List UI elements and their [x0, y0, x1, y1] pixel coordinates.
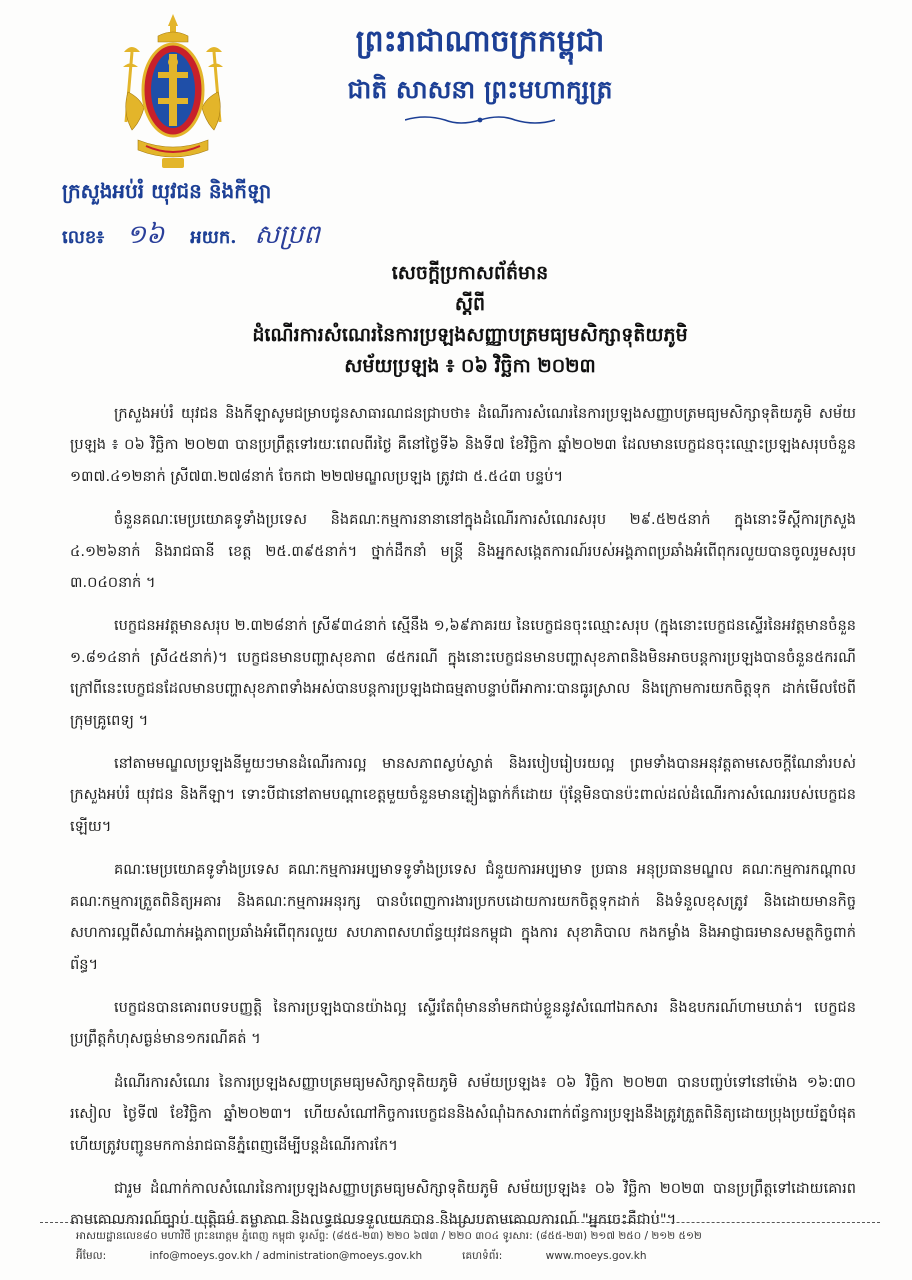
website-value: www.moeys.gov.kh [545, 1250, 647, 1262]
footer-contacts [76, 1246, 866, 1266]
ministry-name: ក្រសួងអប់រំ យុវជន និងកីឡា [62, 179, 272, 203]
footer-address: អាសយដ្ឋានលេខ៨០ មហាវិថី ព្រះនរោត្តម ភ្នំពេញ កម្ពុជា ទូរស័ព្ទ: (៨៥៥-២៣) ២២០ ៦៧៣ / ២២០ ៣០៤ ទូរសារ: (៨៥៥-២៣) ២១៧ ២៥០ / ២១២ ៥១២ [76, 1230, 702, 1242]
email-label: អ៊ីមែល: [76, 1250, 107, 1262]
announcement-body [70, 398, 856, 1248]
paragraph: ដំណើរការសំណេរ នៃការប្រឡងសញ្ញាបត្រមធ្យមសិក្សាទុតិយភូមិ សម័យប្រឡង៖ ០៦ វិច្ឆិកា ២០២៣ បានបញ្ចប់ទៅនៅម៉ោង ១៦:៣០ រសៀល ថ្ងៃទី៧ ខែវិច្ឆិកា ឆ្នាំ២០២៣។ ហើយសំណៅកិច្ចការបេក្ខជននិងសំណុំឯកសារពាក់ព័ន្ធការប្រឡងនឹងត្រូវត្រួតពិនិត្យដោយប្រុងប្រយ័ត្នបំផុត ហើយត្រូវបញ្ជូនមកកាន់រាជធានីភ្នំពេញដើម្បីបន្តដំណើរការកែ។ [70, 1073, 856, 1154]
ornament-divider [405, 114, 555, 126]
title-line-2: ស្តីពី [454, 293, 486, 315]
title-line-1: សេចក្តីប្រកាសព័ត៌មាន [391, 262, 549, 284]
footer-website [462, 1246, 646, 1266]
national-motto: ជាតិ សាសនា ព្រះមហាក្សត្រ [347, 75, 613, 104]
footer-divider [40, 1222, 880, 1223]
email-value: info@moeys.gov.kh / administration@moeys.gov.kh [149, 1250, 423, 1262]
paragraph: ក្រសួងអប់រំ យុវជន និងកីឡាសូមជម្រាបជូនសាធារណជនជ្រាបថា៖ ដំណើរការសំណេរនៃការប្រឡងសញ្ញាបត្រមធ្យមសិក្សាទុតិយភូមិ សម័យប្រឡង ៖ ០៦ វិច្ឆិកា ២០២៣ បានប្រព្រឹត្តទៅរយៈពេលពីរថ្ងៃ គឺនៅថ្ងៃទី៦ និងទី៧ ខែវិច្ឆិកា ឆ្នាំ២០២៣ ដែលមានបេក្ខជនចុះឈ្មោះប្រឡងសរុបចំនួន ១៣៧.៤១២នាក់ ស្រី៧៣.២៧៨នាក់ ចែកជា ២២៧មណ្ឌលប្រឡង ត្រូវជា ៥.៥៤៣ បន្ទប់។ [70, 405, 856, 485]
ref-number-handwritten: ១៦ [126, 220, 165, 250]
kingdom-heading [300, 22, 660, 130]
title-line-3: ដំណើរការសំណេរនៃការប្រឡងសញ្ញាបត្រមធ្យមសិក្សាទុតិយភូមិ [252, 324, 688, 346]
paragraph: នៅតាមមណ្ឌលប្រឡងនីមួយៗមានដំណើរការល្អ មានសភាពស្ងប់ស្ងាត់ និងរបៀបរៀបរយល្អ ព្រមទាំងបានអនុវត្តតាមសេចក្តីណែនាំរបស់ក្រសួងអប់រំ យុវជន និងកីឡា។ ទោះបីជានៅតាមបណ្តាខេត្តមួយចំនួនមានភ្លៀងធ្លាក់ក៏ដោយ ប៉ុន្តែមិនបានប៉ះពាល់ដល់ដំណើរការសំណេររបស់បេក្ខជនឡើយ។ [70, 755, 856, 835]
paragraph: បេក្ខជនអវត្តមានសរុប ២.៣២៨នាក់ ស្រី៩៣៤នាក់ ស្មើនឹង ១,៦៩ភាគរយ នៃបេក្ខជនចុះឈ្មោះសរុប (ក្នុងនោះបេក្ខជនស្ទើរនៃអវត្តមានចំនួន ១.៨១៤នាក់ ស្រី៤៥នាក់)។ បេក្ខជនមានបញ្ហាសុខភាព ៨៥ករណី ក្នុងនោះបេក្ខជនមានបញ្ហាសុខភាពនិងមិនអាចបន្តការប្រឡងបានចំនួន៥ករណី ក្រៅពីនេះបេក្ខជនដែលមានបញ្ហាសុខភាពទាំងអស់បានបន្តការប្រឡងជាធម្មតាបន្ទាប់ពីអាការៈបានធូរស្រាល និងក្រោមការយកចិត្តទុក ដាក់មើលថែពីក្រុមគ្រូពេទ្យ ។ [70, 617, 856, 729]
paragraph: បេក្ខជនបានគោរពបទបញ្ញត្តិ នៃការប្រឡងបានយ៉ាងល្អ ស្ទើរតែពុំមាននាំមកជាប់ខ្លួននូវសំណៅឯកសារ និងឧបករណ៍ហាមឃាត់។ បេក្ខជនប្រព្រឹត្តកំហុសធ្ងន់មាន១ករណីគត់ ។ [70, 998, 856, 1048]
kingdom-name: ព្រះរាជាណាចក្រកម្ពុជា [355, 24, 605, 59]
announcement-title [120, 258, 820, 382]
footer-email [76, 1246, 422, 1266]
paragraph: ជារួម ដំណាក់កាលសំណេរនៃការប្រឡងសញ្ញាបត្រមធ្យមសិក្សាទុតិយភូមិ សម័យប្រឡង៖ ០៦ វិច្ឆិកា ២០២៣ បានប្រព្រឹត្តទៅដោយគោរពតាមគោលការណ៍ច្បាប់ យុត្តិធម៌ តម្លាភាព និងលទ្ធផលទទួលយកបាន និងស្របតាមគោលការណ៍ "អ្នកចេះគឺជាប់"។ [70, 1179, 856, 1229]
ref-label: លេខ៖ [62, 227, 105, 248]
paragraph: ចំនួនគណៈមេប្រយោគទូទាំងប្រទេស និងគណៈកម្មការនានានៅក្នុងដំណើរការសំណេរសរុប ២៩.៥២៥នាក់ ក្នុងនោះទីស្តីការក្រសួង ៤.១២៦នាក់ និងរាជធានី ខេត្ត ២៥.៣៩៥នាក់។ ថ្នាក់ដឹកនាំ មន្ត្រី និងអ្នកសង្កេតការណ៍របស់អង្គភាពប្រឆាំងអំពើពុករលួយបានចូលរួមសរុប ៣.០៤០នាក់ ។ [70, 511, 856, 592]
website-label: គេហទំព័រ: [462, 1250, 503, 1262]
royal-coat-of-arms-logo [118, 12, 228, 172]
footer [76, 1226, 866, 1266]
ref-org: អយក. [190, 227, 237, 248]
title-line-4: សម័យប្រឡង ៖ ០៦ វិច្ឆិកា ២០២៣ [344, 355, 596, 377]
ref-suffix-handwritten: សប្រព [254, 220, 321, 250]
reference-number [62, 218, 320, 256]
paragraph: គណៈមេប្រយោគទូទាំងប្រទេស គណៈកម្មការអប្បមាទទូទាំងប្រទេស ជំនួយការអប្បមាទ ប្រធាន អនុប្រធានមណ្ឌល គណៈកម្មការកណ្តាល គណៈកម្មការត្រួតពិនិត្យអគារ និងគណៈកម្មការអនុរក្ស បានបំពេញការងារប្រកបដោយការយកចិត្តទុកដាក់ និងទំនួលខុសត្រូវ និងដោយមានកិច្ចសហការល្អពីសំណាក់អង្គភាពប្រឆាំងអំពើពុករលួយ សហភាពសហព័ន្ធយុវជនកម្ពុជា ក្នុងការ សុខាភិបាល កងកម្លាំង និងអាជ្ញាធរមានសមត្ថកិច្ចពាក់ព័ន្ធ។ [70, 861, 856, 973]
